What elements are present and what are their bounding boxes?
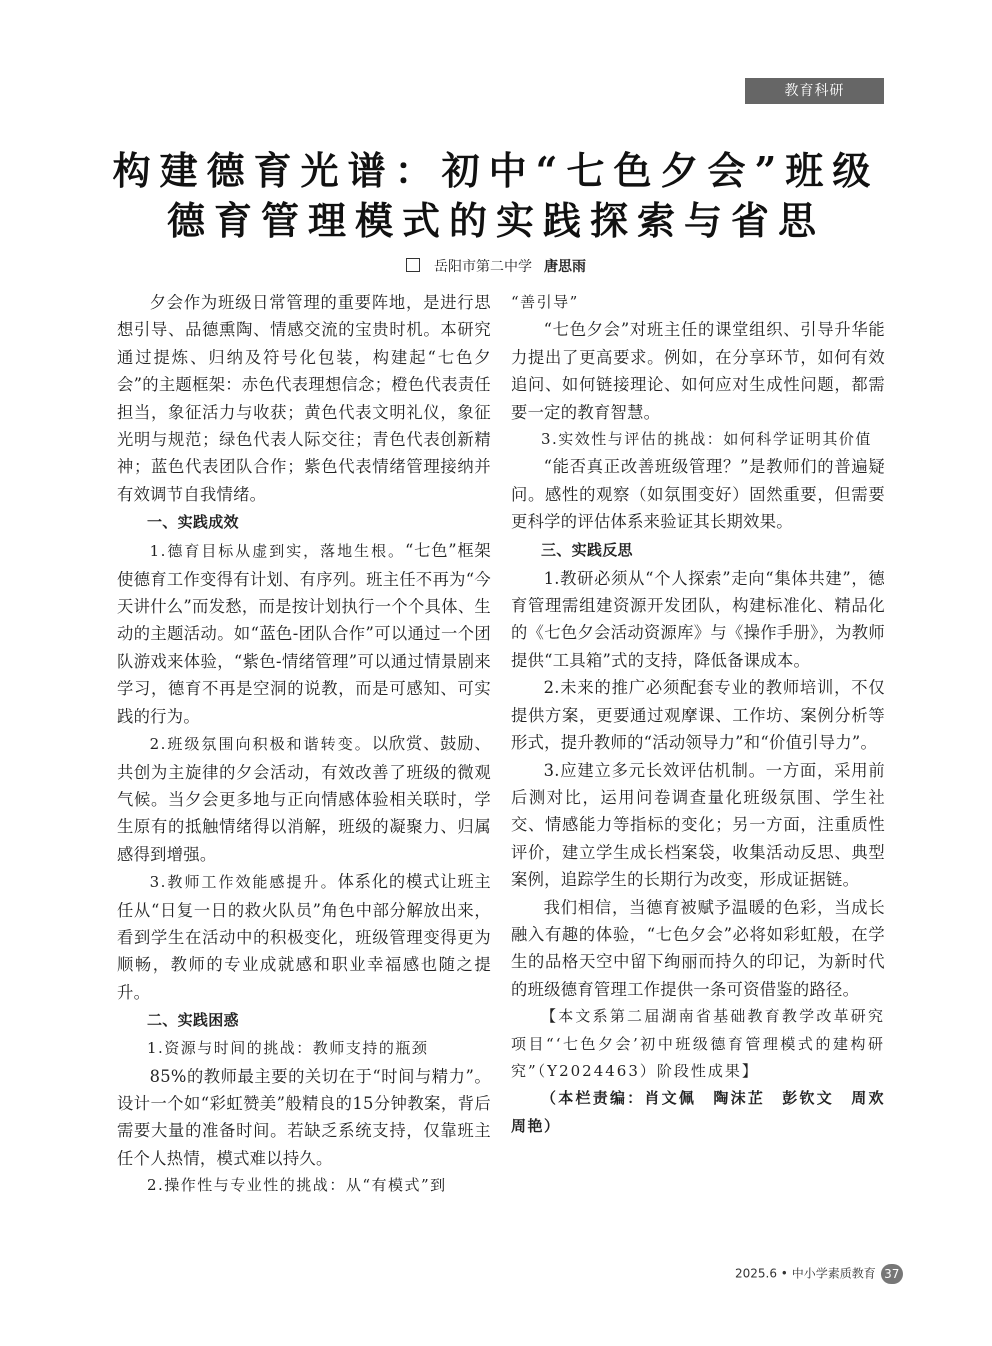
s3-paragraph-3: 3.应建立多元长效评估机制。一方面，采用前后测对比，运用问卷调查量化班级氛围、学生社交、情感能力等指标的变化；另一方面，注重质性评价，建立学生成长档案袋，收集活动反思、典型案例，追踪学生的长期行为改变，形成证据链。 bbox=[511, 760, 885, 890]
s2-subheading-1: 1.资源与时间的挑战：教师支持的瓶颈 bbox=[147, 1039, 429, 1058]
page-footer bbox=[735, 1264, 903, 1284]
s2-paragraph-1: 85%的教师最主要的关切在于“时间与精力”。设计一个如“彩虹赞美”般精良的15分钟教案，背后需要大量的准备时间。若缺乏系统支持，仅靠班主任个人热情，模式难以持久。 bbox=[117, 1066, 491, 1168]
section-tag: 教育科研 bbox=[745, 78, 884, 104]
s1-paragraph-1 bbox=[117, 537, 491, 730]
s1-p3-lead: 3.教师工作效能感提升。 bbox=[149, 873, 338, 892]
s2-subheading-2: 2.操作性与专业性的挑战：从“有模式”到 bbox=[147, 1176, 447, 1195]
article-title-line2: 德育管理模式的实践探索与省思 bbox=[166, 198, 825, 243]
byline bbox=[0, 256, 992, 276]
section2-heading: 二、实践困惑 bbox=[147, 1011, 239, 1030]
s1-p3-body: 体系化的模式让班主任从“日复一日的救火队员”角色中部分解放出来，看到学生在活动中的积极变化，班级管理变得更为顺畅，教师的专业成就感和职业幸福感也随之提升。 bbox=[117, 872, 491, 1002]
intro-paragraph: 夕会作为班级日常管理的重要阵地，是进行思想引导、品德熏陶、情感交流的宝贵时机。本研究通过提炼、归纳及符号化包装，构建起“七色夕会”的主题框架：赤色代表理想信念；橙色代表责任担当，象征活力与收获；黄色代表文明礼仪，象征光明与规范；绿色代表人际交往；青色代表创新精神；蓝色代表团队合作；紫色代表情绪管理接纳并有效调节自我情绪。 bbox=[117, 293, 491, 504]
conclusion-paragraph: 我们相信，当德育被赋予温暖的色彩，当成长融入有趣的体验，“七色夕会”必将如彩虹般，在学生的品格天空中留下绚丽而持久的印记，为新时代的班级德育管理工作提供一条可资借鉴的路径。 bbox=[511, 897, 885, 999]
s2-subheading-3: 3.实效性与评估的挑战：如何科学证明其价值 bbox=[541, 430, 872, 449]
s2-paragraph-3: “能否真正改善班级管理？”是教师们的普遍疑问。感性的观察（如氛围变好）固然重要，但需要更科学的评估体系来验证其长期效果。 bbox=[511, 457, 885, 532]
article-title-line1: 构建德育光谱：初中“七色夕会”班级 bbox=[112, 148, 880, 193]
right-column bbox=[511, 289, 902, 1140]
byline-box-icon bbox=[406, 258, 420, 272]
s1-p1-body: “七色”框架使德育工作变得有计划、有序列。班主任不再为“今天讲什么”而发愁，而是按计划执行一个个具体、生动的主题活动。如“蓝色-团队合作”可以通过一个团队游戏来体验，“紫色-情绪管理”可以通过情景剧来学习，德育不再是空洞的说教，而是可感知、可实践的行为。 bbox=[117, 541, 491, 726]
s2-paragraph-2: “七色夕会”对班主任的课堂组织、引导升华能力提出了更高要求。例如，在分享环节，如何有效追问、如何链接理论、如何应对生成性问题，都需要一定的教育智慧。 bbox=[511, 320, 885, 422]
s3-paragraph-2: 2.未来的推广必须配套专业的教师培训，不仅提供方案，更要通过观摩课、工作坊、案例分析等形式，提升教师的“活动领导力”和“价值引导力”。 bbox=[511, 678, 885, 753]
s2-subheading-2-cont: “善引导” bbox=[511, 293, 579, 311]
editors-credit: （本栏责编：肖文佩 陶沫芷 彭钦文 周欢 周艳） bbox=[511, 1089, 902, 1135]
affiliation: 岳阳市第二中学 bbox=[434, 259, 532, 275]
s1-paragraph-2 bbox=[117, 730, 491, 868]
s3-paragraph-1: 1.教研必须从“个人探索”走向“集体共建”，德育管理需组建资源开发团队，构建标准化、精品化的《七色夕会活动资源库》与《操作手册》，为教师提供“工具箱”式的支持，降低备课成本。 bbox=[511, 568, 885, 670]
issue-info: 2025.6 • 中小学素质教育 bbox=[735, 1266, 876, 1281]
s1-p1-lead: 1.德育目标从虚到实，落地生根。 bbox=[149, 542, 406, 561]
s1-p2-lead: 2.班级氛围向积极和谐转变。 bbox=[149, 735, 372, 754]
left-column bbox=[117, 289, 491, 1200]
s1-p2-body: 以欣赏、鼓励、共创为主旋律的夕会活动，有效改善了班级的微观气候。当夕会更多地与正向情感体验相关联时，学生原有的抵触情绪得以消解，班级的凝聚力、归属感得到增强。 bbox=[117, 734, 491, 864]
section3-heading: 三、实践反思 bbox=[541, 540, 633, 559]
section1-heading: 一、实践成效 bbox=[147, 513, 239, 532]
funding-note: 【本文系第二届湖南省基础教育教学改革研究项目“‘七色夕会’初中班级德育管理模式的建构研究”（Y2024463）阶段性成果】 bbox=[511, 1007, 885, 1080]
page-number-badge: 37 bbox=[881, 1264, 903, 1284]
s1-paragraph-3 bbox=[117, 868, 491, 1006]
author: 唐思雨 bbox=[544, 259, 586, 275]
